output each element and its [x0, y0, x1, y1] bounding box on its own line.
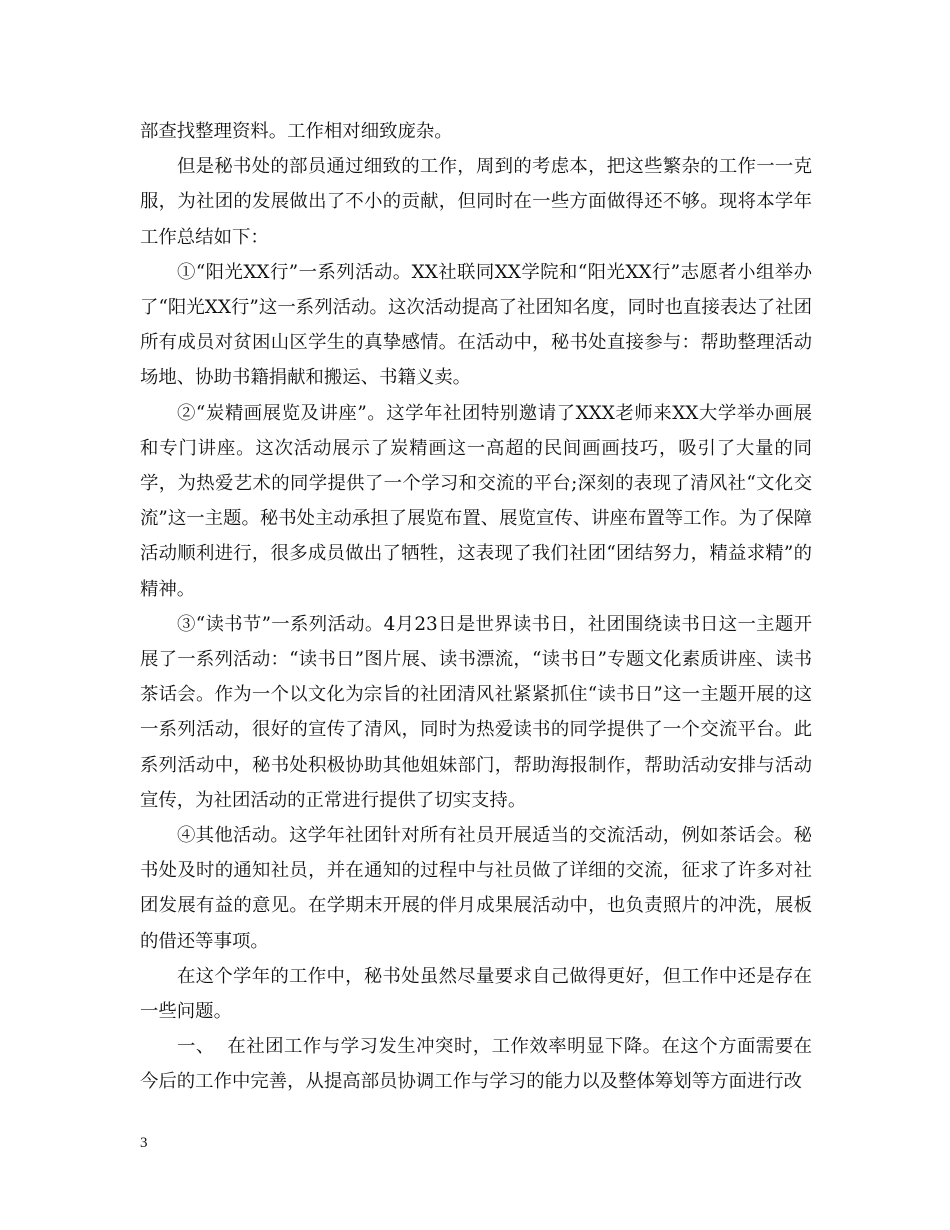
- paragraph-item-1: ①“阳光XX行”一系列活动。XX社联同XX学院和“阳光XX行”志愿者小组举办了“阳光XX行”这一系列活动。这次活动提高了社团知名度，同时也直接表达了社团所有成员对贫困山区学生的真挚感情。在活动中，秘书处直接参与：帮助整理活动场地、协助书籍捐献和搬运、书籍义卖。: [140, 261, 812, 389]
- paragraph-problem-1: 一、 在社团工作与学习发生冲突时，工作效率明显下降。在这个方面需要在今后的工作中完善，从提高部员协调工作与学习的能力以及整体筹划等方面进行改: [140, 1036, 812, 1093]
- page-number: 3: [140, 1135, 148, 1151]
- paragraph-item-4: ④其他活动。这学年社团针对所有社员开展适当的交流活动，例如茶话会。秘书处及时的通知社员，并在通知的过程中与社员做了详细的交流，征求了许多对社团发展有益的意见。在学期末开展的伴月成果展活动中，也负责照片的冲洗，展板的借还等事项。: [140, 825, 812, 952]
- paragraph-item-2: ②“炭精画展览及讲座”。这学年社团特别邀请了XXX老师来XX大学举办画展和专门讲座。这次活动展示了炭精画这一高超的民间画画技巧，吸引了大量的同学，为热爱艺术的同学提供了一个学习和交流的平台;深刻的表现了清风社“文化交流”这一主题。秘书处主动承担了展览布置、展览宣传、讲座布置等工作。为了保障活动顺利进行，很多成员做出了牺牲，这表现了我们社团“团结努力，精益求精”的精神。: [140, 402, 812, 600]
- paragraph-intro: 但是秘书处的部员通过细致的工作，周到的考虑本，把这些繁杂的工作一一克服，为社团的发展做出了不小的贡献，但同时在一些方面做得还不够。现将本学年工作总结如下：: [140, 156, 812, 248]
- paragraph-problems-intro: 在这个学年的工作中，秘书处虽然尽量要求自己做得更好，但工作中还是存在一些问题。: [140, 965, 812, 1023]
- paragraph-item-3: ③“读书节”一系列活动。4月23日是世界读书日，社团围绕读书日这一主题开展了一系列活动：“读书日”图片展、读书漂流，“读书日”专题文化素质讲座、读书茶话会。作为一个以文化为宗旨的社团清风社紧紧抓住“读书日”这一主题开展的这一系列活动，很好的宣传了清风，同时为热爱读书的同学提供了一个交流平台。此系列活动中，秘书处积极协助其他姐妹部门，帮助海报制作，帮助活动安排与活动宣传，为社团活动的正常进行提供了切实支持。: [140, 613, 812, 811]
- paragraph-continuation: 部查找整理资料。工作相对细致庞杂。: [140, 121, 453, 142]
- document-body: [140, 114, 812, 1100]
